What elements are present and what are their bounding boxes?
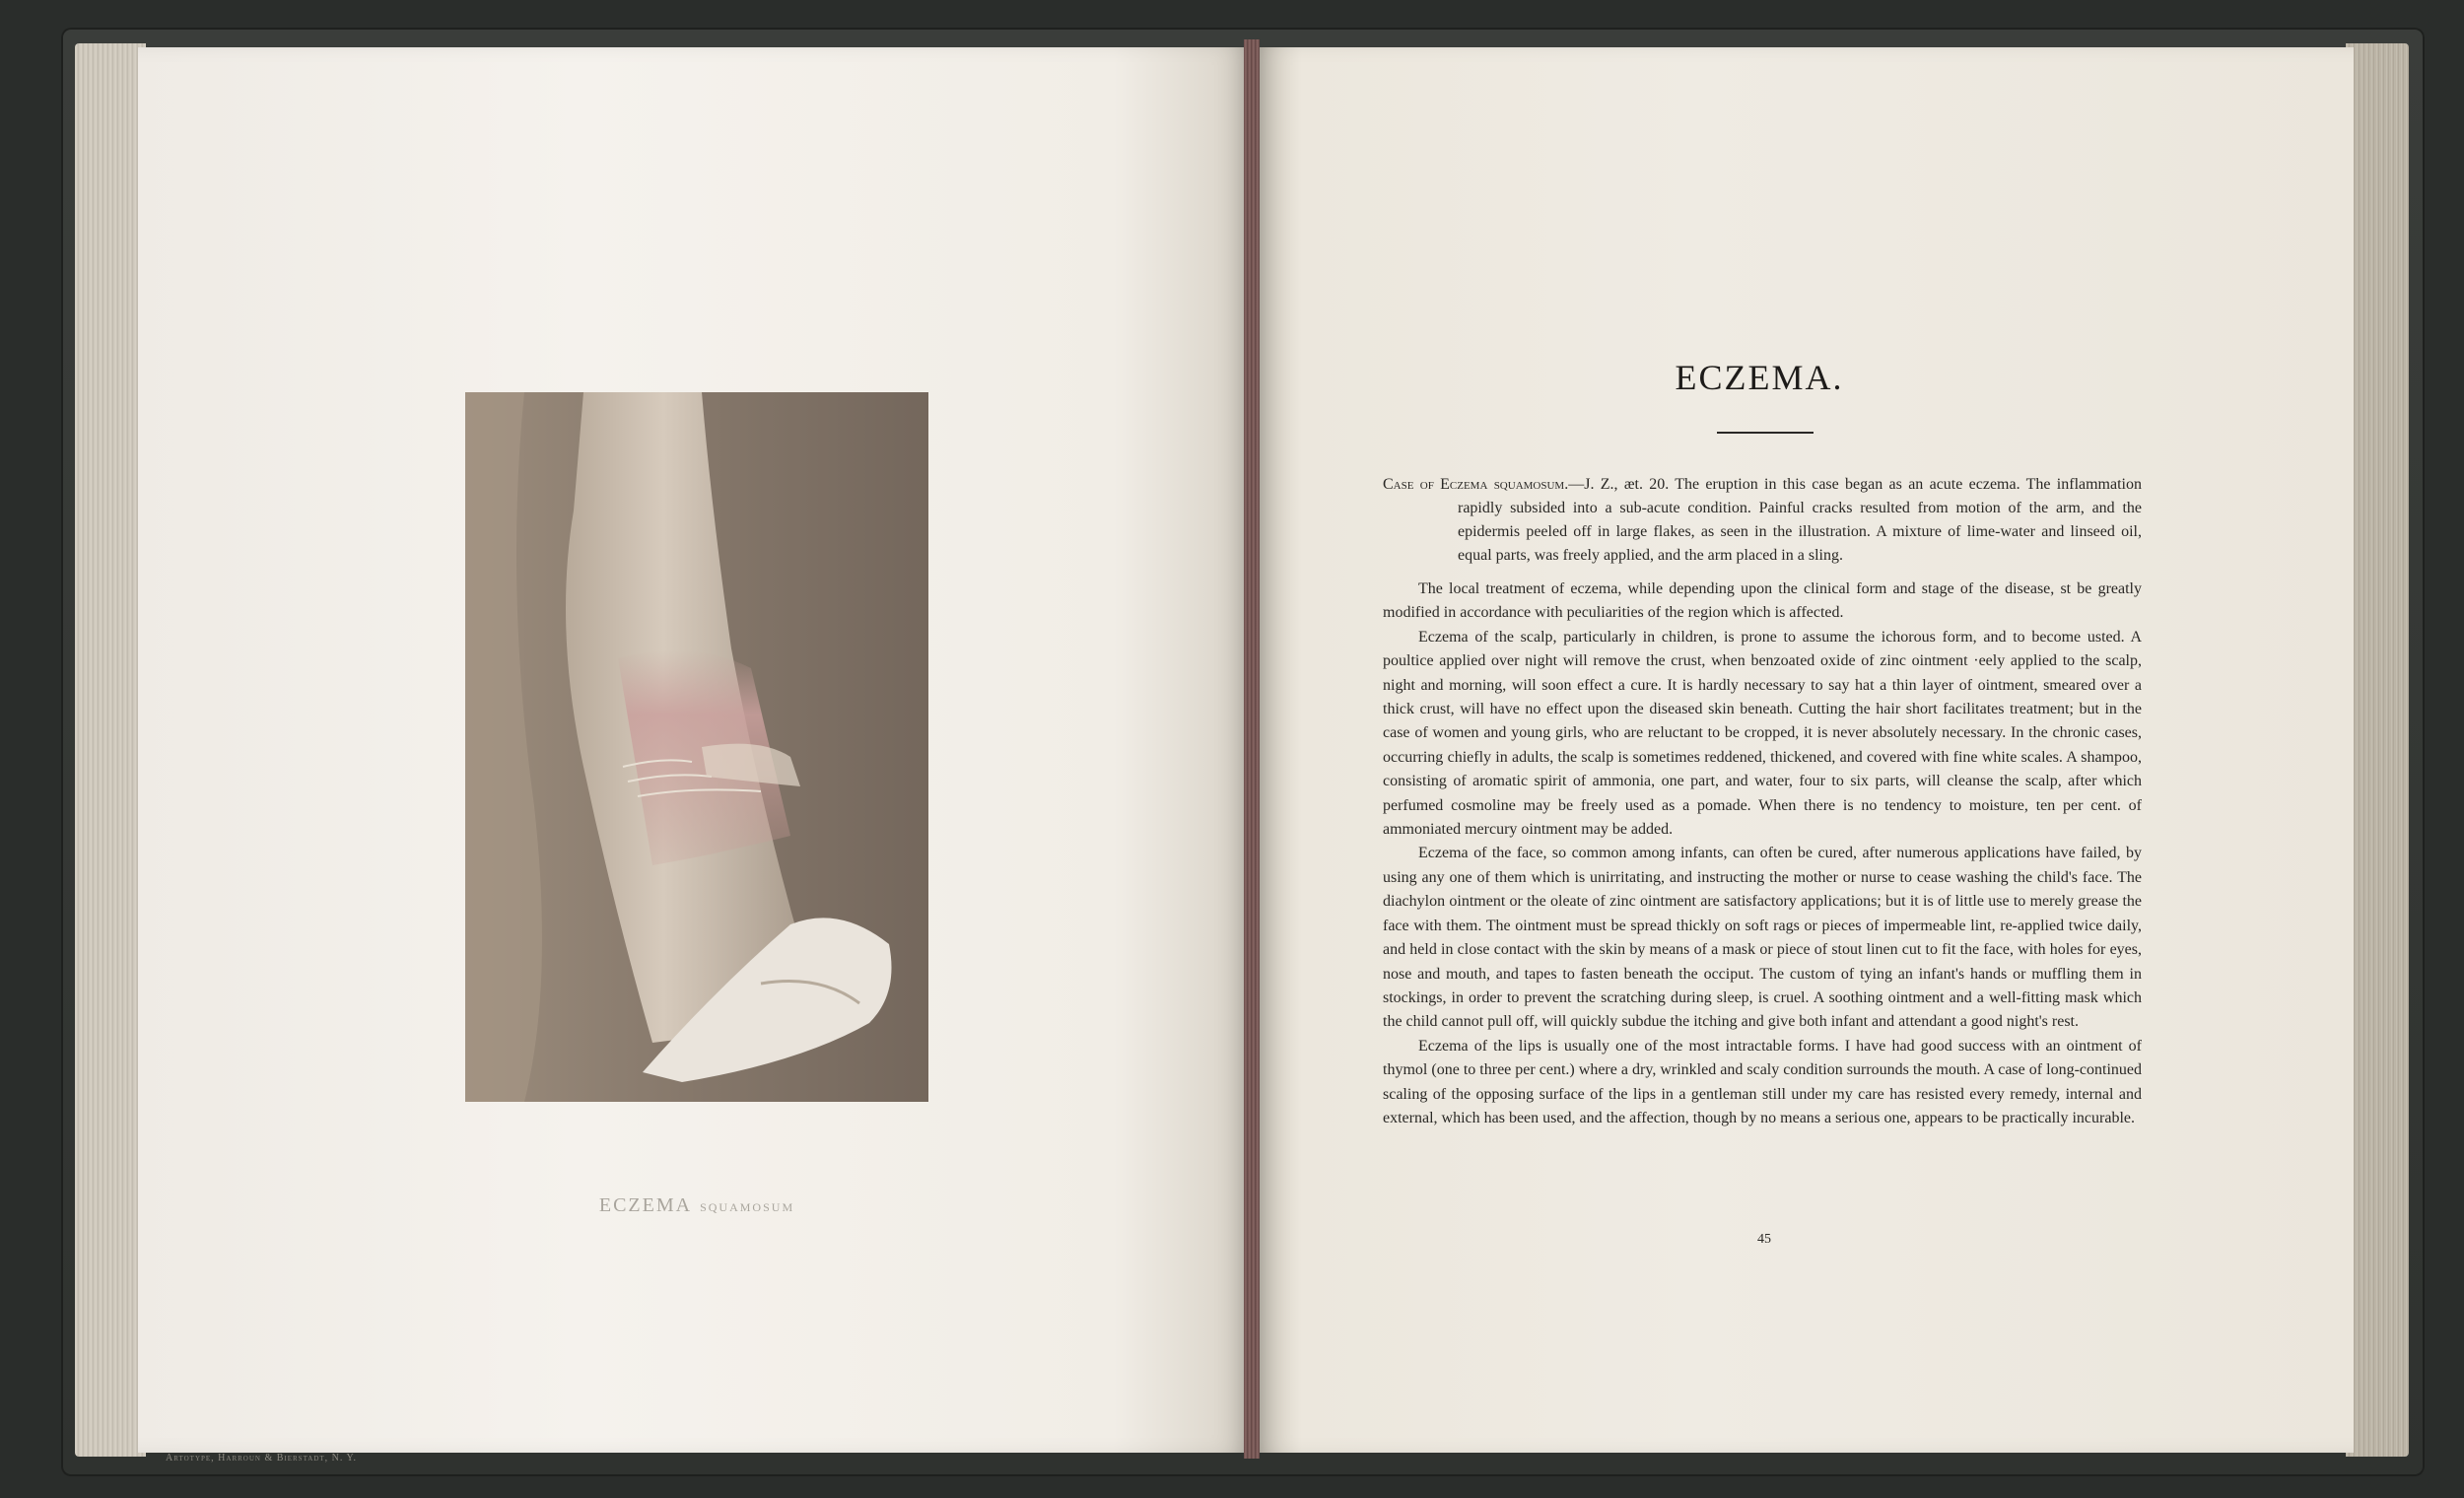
plate-caption-main: ECZEMA bbox=[598, 1194, 693, 1216]
paragraph: Eczema of the lips is usually one of the most intractable forms. I have had good success with an ointment of thymol (one to three per cent.) where a dry, wrinkled and scaly condition surrounds the mouth. A case of long-continued scaling of the opposing surface of the lips in a gentleman still under my care has resisted every remedy, internal and external, which has been used, and the affection, though by no means a serious one, appears to be practically incurable. bbox=[1383, 1037, 2142, 1126]
paragraph: The local treatment of eczema, while depending upon the clinical form and stage of the disease, st be greatly modified in accordance with peculiarities of the region which is affected. bbox=[1383, 580, 2142, 622]
paragraph: Eczema of the scalp, particularly in children, is prone to assume the ichorous form, and to become usted. A poultice applied over night will remove the crust, when benzoated oxide of zinc ointment ·eely applied to the scalp, night and morning, will soon effect a cure. It is hardly necessary to say hat a thin layer of ointment, smeared over a thick crust, will have no effect upon the diseased skin beneath. Cutting the hair short facilitates treatment; but in the case of women and young girls, who are reluctant to be cropped, it is never absolutely necessary. In the chronic cases, occurring chiefly in adults, the scalp is sometimes reddened, thickened, and covered with fine white scales. A shampoo, consisting of aromatic spirit of ammonia, one part, and water, four to six parts, will cleanse the scalp, after which perfumed cosmoline may be freely used as a pomade. When there is no tendency to moisture, ten per cent. of ammoniated mercury ointment may be added. bbox=[1383, 628, 2142, 839]
arm-illustration bbox=[465, 392, 928, 1102]
left-page-edges bbox=[75, 43, 146, 1457]
page-number: 45 bbox=[1757, 1232, 1771, 1247]
case-heading: Case of Eczema squamosum. bbox=[1383, 476, 1569, 493]
page-title: ECZEMA. bbox=[1675, 358, 1844, 397]
case-paragraph bbox=[1383, 473, 2142, 568]
plate-caption bbox=[463, 1194, 930, 1217]
right-page-edges bbox=[2346, 43, 2409, 1457]
paragraph: Eczema of the face, so common among infants, can often be cured, after numerous applications have failed, by using any one of them which is unirritating, and instructing the mother or nurse to cease washing the child's face. The diachylon ointment or the oleate of zinc ointment are satisfactory applications; but it is of little use to merely grease the face with them. The ointment must be spread thickly on soft rags or pieces of impermeable lint, re-applied twice daily, and held in close contact with the skin by means of a mask or piece of stout linen cut to fit the face, with holes for eyes, nose and mouth, and tapes to fasten beneath the occiput. The custom of tying an infant's hands or muffling them in stockings, in order to prevent the scratching during sleep, is cruel. A soothing ointment and a well-fitting mask which the child cannot pull off, will quickly subdue the itching and give both infant and attendant a good night's rest. bbox=[1383, 845, 2142, 1031]
plate-caption-sub: SQUAMOSUM bbox=[700, 1200, 795, 1214]
book-spine bbox=[1244, 39, 1260, 1459]
imprint-line: Artotype, Harroun & Bierstadt, N. Y. bbox=[166, 1453, 357, 1464]
body-text bbox=[1383, 578, 2142, 1130]
plate-photograph bbox=[465, 392, 928, 1102]
case-report bbox=[1383, 473, 2142, 568]
title-rule bbox=[1717, 432, 1814, 434]
case-text: —J. Z., æt. 20. The eruption in this case began as an acute eczema. The inflammation rapidly subsided into a sub-acute condition. Painful cracks resulted from motion of the arm, and the epidermis peeled off in large flakes, as seen in the illustration. A mixture of lime-water and linseed oil, equal parts, was freely applied, and the arm placed in a sling. bbox=[1458, 476, 2142, 564]
